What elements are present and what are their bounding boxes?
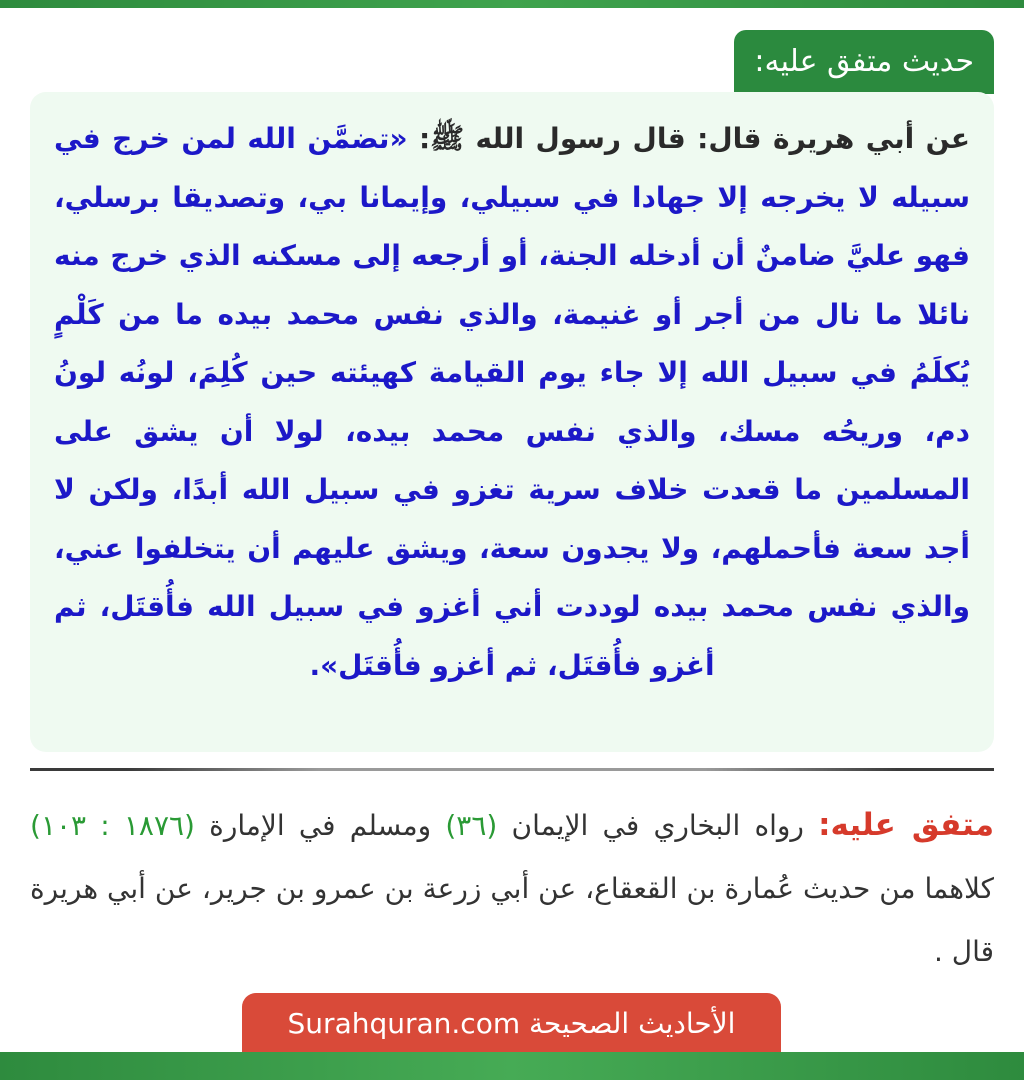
top-accent-bar — [0, 0, 1024, 8]
hadith-body: «تضمَّن الله لمن خرج في سبيله لا يخرجه إلا جهادا في سبيلي، وإيمانا بي، وتصديقا برسلي، فهو عليَّ ضامنٌ أن أدخله الجنة، أو أرجعه إلى مسكنه الذي خرج منه نائلا ما نال من أجر أو غنيمة، والذي نفس محمد بيده ما من كَلْمٍ يُكلَمُ في سبيل الله إلا جاء يوم القيامة كهيئته حين كُلِمَ، لونُه لونُ دم، وريحُه مسك، والذي نفس محمد بيده، لولا أن يشق على المسلمين ما قعدت خلاف سرية تغزو في سبيل الله أبدًا، ولكن لا أجد سعة فأحملهم، ولا يجدون سعة، ويشق عليهم أن يتخلفوا عني، والذي نفس محمد بيده لوددت أني أغزو في سبيل الله فأُقتَل، ثم أغزو فأُقتَل، ثم أغزو فأُقتَل». — [54, 122, 970, 682]
hadith-text — [54, 110, 970, 695]
muslim-reference: (١٨٧٦ : ١٠٣) — [30, 809, 195, 842]
takhrij-text-1: رواه البخاري في الإيمان — [497, 809, 819, 842]
site-badge: الأحاديث الصحيحة Surahquran.com — [242, 993, 781, 1052]
takhrij-label: متفق عليه: — [818, 807, 995, 843]
bottom-accent-bar — [0, 1052, 1024, 1080]
hadith-card — [30, 92, 994, 752]
takhrij-paragraph — [30, 794, 994, 983]
takhrij-text-3: كلاهما من حديث عُمارة بن القعقاع، عن أبي زرعة بن عمرو بن جرير، عن أبي هريرة قال . — [30, 872, 994, 968]
hadith-intro: عن أبي هريرة قال: قال رسول الله ﷺ: — [407, 122, 970, 155]
section-divider — [30, 768, 994, 771]
bukhari-reference: (٣٦) — [445, 809, 498, 842]
takhrij-text-2: ومسلم في الإمارة — [194, 809, 446, 842]
hadith-type-label: حديث متفق عليه: — [734, 30, 994, 94]
